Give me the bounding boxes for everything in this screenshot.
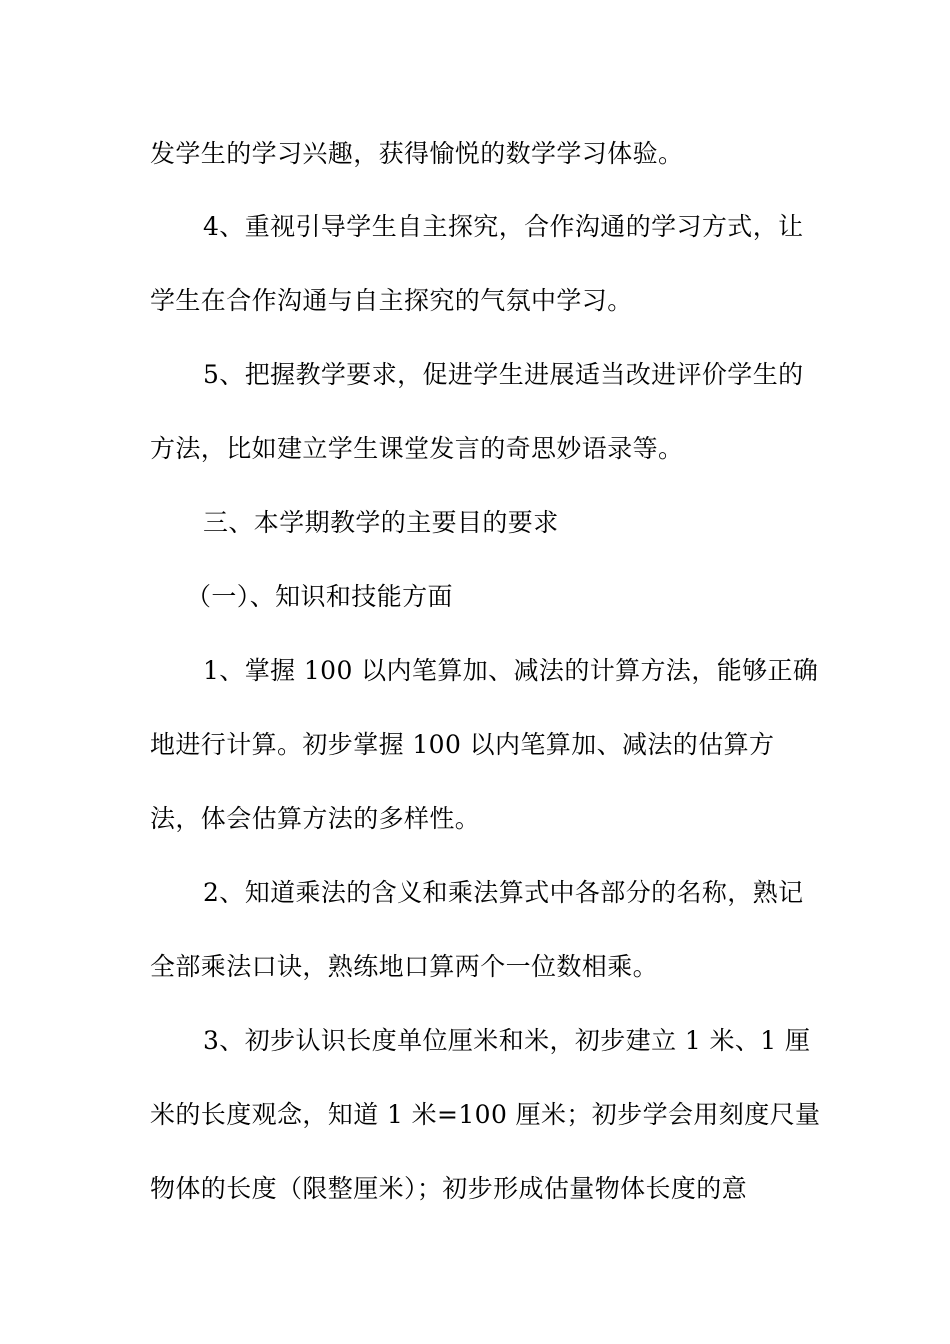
paragraph-line: 方法，比如建立学生课堂发言的奇思妙语录等。	[150, 434, 684, 463]
paragraph-line: 3、初步认识长度单位厘米和米，初步建立 1 米、1 厘	[203, 1026, 811, 1055]
paragraph-line: 发学生的学习兴趣，获得愉悦的数学学习体验。	[150, 139, 684, 168]
paragraph-line: 4、重视引导学生自主探究，合作沟通的学习方式，让	[203, 212, 804, 241]
paragraph-line: 法，体会估算方法的多样性。	[150, 804, 481, 833]
paragraph-line: 地进行计算。初步掌握 100 以内笔算加、减法的估算方	[150, 730, 775, 759]
paragraph-line: 学生在合作沟通与自主探究的气氛中学习。	[150, 286, 633, 315]
paragraph-line: 1、掌握 100 以内笔算加、减法的计算方法，能够正确	[203, 656, 819, 685]
paragraph-line: 2、知道乘法的含义和乘法算式中各部分的名称，熟记	[203, 878, 804, 907]
paragraph-line: 米的长度观念，知道 1 米=100 厘米；初步学会用刻度尺量	[150, 1100, 821, 1129]
section-heading: 三、本学期教学的主要目的要求	[203, 508, 559, 537]
subsection-heading: （一）、知识和技能方面	[186, 582, 453, 611]
paragraph-line: 5、把握教学要求，促进学生进展适当改进评价学生的	[203, 360, 804, 389]
paragraph-line: 物体的长度（限整厘米）；初步形成估量物体长度的意	[150, 1174, 748, 1203]
paragraph-line: 全部乘法口诀，熟练地口算两个一位数相乘。	[150, 952, 659, 981]
